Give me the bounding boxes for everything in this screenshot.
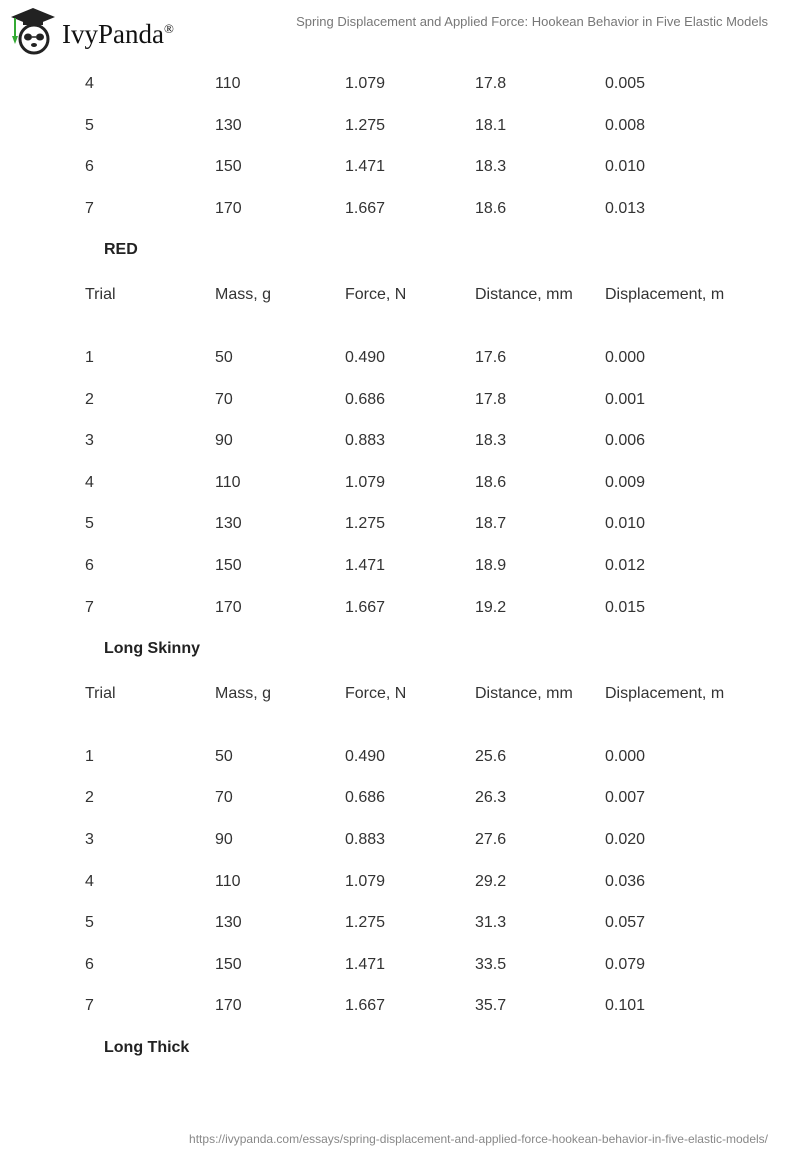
table-row [0, 145, 800, 187]
table-row [0, 419, 800, 461]
cell-force: 1.079 [345, 872, 386, 890]
cell-displacement: 0.005 [605, 75, 646, 92]
table-row [0, 860, 800, 902]
column-header-trial: Trial [85, 684, 116, 702]
cell-force: 1.667 [345, 997, 386, 1015]
table-header-row [0, 270, 800, 336]
cell-distance: 18.1 [475, 116, 507, 134]
table-row [0, 187, 800, 229]
cell-displacement: 0.008 [605, 116, 646, 134]
cell-trial: 3 [85, 830, 94, 848]
table-row [0, 544, 800, 586]
table-header-row [0, 669, 800, 735]
cell-displacement: 0.009 [605, 473, 646, 491]
cell-displacement: 0.007 [605, 789, 646, 807]
cell-trial: 7 [85, 997, 94, 1015]
cell-displacement: 0.057 [605, 914, 646, 932]
cell-displacement: 0.079 [605, 955, 646, 973]
column-header-distance: Distance, mm [475, 684, 573, 702]
cell-distance: 18.6 [475, 199, 507, 217]
cell-distance: 19.2 [475, 598, 507, 616]
cell-trial: 2 [85, 390, 94, 408]
cell-displacement: 0.036 [605, 872, 646, 890]
cell-displacement: 0.010 [605, 515, 646, 533]
cell-force: 0.686 [345, 390, 386, 408]
cell-mass: 150 [215, 955, 242, 973]
section-heading-text: RED [104, 241, 138, 259]
column-header-trial: Trial [85, 285, 116, 303]
cell-displacement: 0.000 [605, 747, 646, 765]
cell-mass: 130 [215, 914, 242, 932]
ivypanda-logo[interactable] [10, 6, 174, 56]
cell-mass: 50 [215, 747, 233, 765]
cell-force: 1.275 [345, 116, 386, 134]
cell-displacement: 0.000 [605, 348, 646, 366]
cell-distance: 17.8 [475, 75, 507, 92]
cell-force: 1.471 [345, 556, 386, 574]
cell-mass: 90 [215, 830, 233, 848]
cell-trial: 6 [85, 955, 94, 973]
cell-displacement: 0.013 [605, 199, 646, 217]
table-row [0, 586, 800, 628]
section-heading [0, 228, 800, 270]
cell-distance: 29.2 [475, 872, 507, 890]
table-row [0, 818, 800, 860]
cell-trial: 5 [85, 116, 94, 134]
cell-trial: 3 [85, 432, 94, 450]
section-heading [0, 627, 800, 669]
cell-force: 0.686 [345, 789, 386, 807]
cell-displacement: 0.001 [605, 390, 646, 408]
cell-distance: 31.3 [475, 914, 507, 932]
cell-force: 1.079 [345, 473, 386, 491]
cell-trial: 1 [85, 747, 94, 765]
cell-force: 0.490 [345, 348, 386, 366]
cell-force: 0.490 [345, 747, 386, 765]
cell-distance: 35.7 [475, 997, 507, 1015]
table-row [0, 901, 800, 943]
cell-distance: 18.6 [475, 473, 507, 491]
column-header-mass: Mass, g [215, 285, 272, 303]
panda-graduate-icon [10, 6, 56, 56]
cell-force: 1.079 [345, 75, 386, 92]
table-row [0, 62, 800, 104]
section-heading [0, 1026, 800, 1068]
column-header-distance: Distance, mm [475, 285, 573, 303]
cell-distance: 18.7 [475, 515, 507, 533]
cell-mass: 70 [215, 390, 233, 408]
document-title: Spring Displacement and Applied Force: Hookean Behavior in Five Elastic Models [296, 14, 768, 29]
cell-force: 1.471 [345, 158, 386, 176]
cell-distance: 18.9 [475, 556, 507, 574]
registered-mark: ® [163, 20, 174, 36]
cell-trial: 5 [85, 515, 94, 533]
cell-mass: 90 [215, 432, 233, 450]
table-row [0, 984, 800, 1026]
cell-trial: 4 [85, 75, 94, 92]
cell-force: 0.883 [345, 432, 386, 450]
cell-mass: 110 [215, 473, 241, 491]
cell-mass: 110 [215, 872, 241, 890]
cell-displacement: 0.010 [605, 158, 646, 176]
cell-mass: 170 [215, 598, 242, 616]
cell-force: 1.471 [345, 955, 386, 973]
column-header-displacement: Displacement, m [605, 684, 725, 702]
cell-distance: 18.3 [475, 158, 507, 176]
cell-mass: 130 [215, 515, 242, 533]
data-tables [0, 62, 800, 1067]
cell-mass: 130 [215, 116, 242, 134]
table-row [0, 336, 800, 378]
cell-distance: 17.6 [475, 348, 507, 366]
column-header-force: Force, N [345, 684, 407, 702]
cell-distance: 18.3 [475, 432, 507, 450]
table-row [0, 104, 800, 146]
cell-distance: 33.5 [475, 955, 507, 973]
brand-name: IvyPanda [62, 18, 164, 49]
table-row [0, 378, 800, 420]
cell-distance: 25.6 [475, 747, 507, 765]
table-row [0, 943, 800, 985]
cell-distance: 27.6 [475, 830, 507, 848]
section-heading-text: Long Thick [104, 1038, 190, 1056]
section-heading-text: Long Skinny [104, 640, 200, 658]
cell-distance: 17.8 [475, 390, 507, 408]
cell-force: 0.883 [345, 830, 386, 848]
cell-force: 1.275 [345, 914, 386, 932]
cell-displacement: 0.101 [605, 997, 646, 1015]
table-row [0, 776, 800, 818]
cell-mass: 150 [215, 556, 242, 574]
column-header-displacement: Displacement, m [605, 285, 725, 303]
cell-mass: 110 [215, 75, 241, 92]
cell-trial: 4 [85, 872, 94, 890]
cell-mass: 150 [215, 158, 242, 176]
cell-force: 1.667 [345, 598, 386, 616]
cell-trial: 6 [85, 158, 94, 176]
column-header-force: Force, N [345, 285, 407, 303]
source-url[interactable]: https://ivypanda.com/essays/spring-displacement-and-applied-force-hookean-behavior-in-five-elastic-models/ [189, 1132, 768, 1146]
cell-mass: 50 [215, 348, 233, 366]
page-header [0, 0, 800, 60]
column-header-mass: Mass, g [215, 684, 272, 702]
cell-trial: 4 [85, 473, 94, 491]
cell-trial: 2 [85, 789, 94, 807]
cell-displacement: 0.020 [605, 830, 646, 848]
cell-trial: 7 [85, 199, 94, 217]
cell-trial: 1 [85, 348, 94, 366]
table-row [0, 735, 800, 777]
cell-mass: 170 [215, 997, 242, 1015]
table-row [0, 461, 800, 503]
cell-mass: 170 [215, 199, 242, 217]
cell-force: 1.667 [345, 199, 386, 217]
cell-trial: 5 [85, 914, 94, 932]
cell-mass: 70 [215, 789, 233, 807]
cell-displacement: 0.012 [605, 556, 646, 574]
cell-trial: 7 [85, 598, 94, 616]
cell-trial: 6 [85, 556, 94, 574]
cell-displacement: 0.015 [605, 598, 646, 616]
cell-displacement: 0.006 [605, 432, 646, 450]
cell-force: 1.275 [345, 515, 386, 533]
cell-distance: 26.3 [475, 789, 507, 807]
table-row [0, 502, 800, 544]
